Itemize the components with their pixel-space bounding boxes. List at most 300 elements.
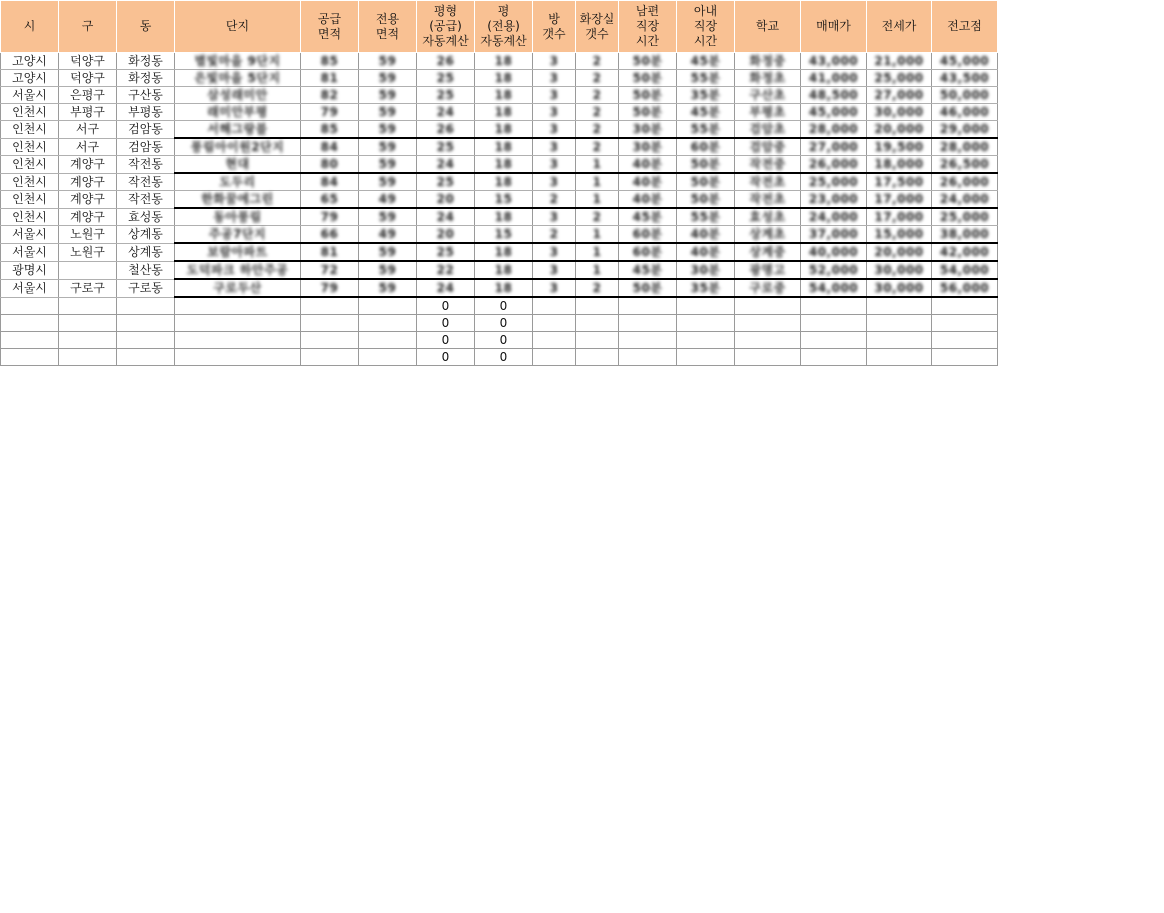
cell-high-point[interactable]: 25,000 xyxy=(932,208,998,226)
cell-husband-commute[interactable]: 50분 xyxy=(619,70,677,87)
cell-school[interactable]: 상계중 xyxy=(735,243,801,261)
cell-high-point[interactable]: 46,000 xyxy=(932,104,998,121)
cell-pyeong-supply[interactable]: 24 xyxy=(417,208,475,226)
cell-jeonse-price[interactable] xyxy=(867,315,932,332)
cell-wife-commute[interactable] xyxy=(677,349,735,366)
cell-exclusive-area[interactable]: 59 xyxy=(359,173,417,191)
column-header-bathrooms[interactable]: 화장실 갯수 xyxy=(576,1,619,53)
cell-si[interactable]: 인천시 xyxy=(1,156,59,174)
cell-high-point[interactable]: 26,500 xyxy=(932,156,998,174)
cell-pyeong-exclusive[interactable]: 18 xyxy=(475,156,533,174)
cell-pyeong-supply[interactable]: 22 xyxy=(417,261,475,279)
cell-high-point[interactable]: 50,000 xyxy=(932,87,998,104)
cell-dong[interactable]: 화정동 xyxy=(117,53,175,70)
cell-supply-area[interactable] xyxy=(301,315,359,332)
column-header-si[interactable]: 시 xyxy=(1,1,59,53)
cell-jeonse-price[interactable]: 15,000 xyxy=(867,226,932,244)
cell-high-point[interactable] xyxy=(932,315,998,332)
cell-sale-price[interactable]: 52,000 xyxy=(801,261,867,279)
cell-dong[interactable]: 작전동 xyxy=(117,173,175,191)
cell-rooms[interactable] xyxy=(533,315,576,332)
cell-gu[interactable]: 은평구 xyxy=(59,87,117,104)
cell-gu[interactable]: 노원구 xyxy=(59,243,117,261)
cell-jeonse-price[interactable] xyxy=(867,297,932,315)
cell-pyeong-exclusive[interactable]: 18 xyxy=(475,53,533,70)
cell-exclusive-area[interactable]: 59 xyxy=(359,121,417,139)
cell-pyeong-supply[interactable]: 25 xyxy=(417,173,475,191)
cell-exclusive-area[interactable]: 59 xyxy=(359,156,417,174)
cell-gu[interactable]: 계양구 xyxy=(59,208,117,226)
cell-supply-area[interactable]: 85 xyxy=(301,53,359,70)
cell-pyeong-supply[interactable]: 25 xyxy=(417,243,475,261)
column-header-gu[interactable]: 구 xyxy=(59,1,117,53)
cell-supply-area[interactable]: 82 xyxy=(301,87,359,104)
cell-school[interactable] xyxy=(735,315,801,332)
cell-rooms[interactable]: 2 xyxy=(533,191,576,209)
cell-sale-price[interactable]: 45,000 xyxy=(801,104,867,121)
cell-wife-commute[interactable]: 50분 xyxy=(677,173,735,191)
cell-rooms[interactable]: 2 xyxy=(533,226,576,244)
cell-dong[interactable]: 효성동 xyxy=(117,208,175,226)
cell-supply-area[interactable] xyxy=(301,349,359,366)
cell-high-point[interactable]: 43,500 xyxy=(932,70,998,87)
cell-dong[interactable]: 부평동 xyxy=(117,104,175,121)
cell-pyeong-supply[interactable]: 25 xyxy=(417,70,475,87)
cell-wife-commute[interactable]: 40분 xyxy=(677,226,735,244)
cell-wife-commute[interactable]: 45분 xyxy=(677,104,735,121)
column-header-exclusive-area[interactable]: 전용 면적 xyxy=(359,1,417,53)
cell-jeonse-price[interactable]: 19,500 xyxy=(867,138,932,156)
cell-husband-commute[interactable]: 60분 xyxy=(619,226,677,244)
cell-husband-commute[interactable] xyxy=(619,332,677,349)
cell-jeonse-price[interactable]: 17,000 xyxy=(867,208,932,226)
cell-gu[interactable]: 구로구 xyxy=(59,279,117,297)
cell-school[interactable] xyxy=(735,297,801,315)
cell-gu[interactable]: 덕양구 xyxy=(59,53,117,70)
cell-sale-price[interactable]: 43,000 xyxy=(801,53,867,70)
cell-pyeong-exclusive[interactable]: 18 xyxy=(475,138,533,156)
column-header-pyeong-supply[interactable]: 평형 (공급) 자동계산 xyxy=(417,1,475,53)
cell-sale-price[interactable]: 23,000 xyxy=(801,191,867,209)
cell-dong[interactable]: 화정동 xyxy=(117,70,175,87)
cell-gu[interactable]: 서구 xyxy=(59,121,117,139)
column-header-jeonse-price[interactable]: 전세가 xyxy=(867,1,932,53)
cell-danji[interactable]: 주공7단지 xyxy=(175,226,301,244)
cell-rooms[interactable]: 3 xyxy=(533,104,576,121)
cell-school[interactable] xyxy=(735,349,801,366)
cell-pyeong-exclusive[interactable]: 18 xyxy=(475,173,533,191)
cell-dong[interactable]: 상계동 xyxy=(117,243,175,261)
cell-si[interactable] xyxy=(1,349,59,366)
cell-rooms[interactable] xyxy=(533,297,576,315)
cell-gu[interactable]: 서구 xyxy=(59,138,117,156)
cell-school[interactable]: 부평초 xyxy=(735,104,801,121)
cell-husband-commute[interactable]: 40분 xyxy=(619,173,677,191)
cell-si[interactable] xyxy=(1,332,59,349)
cell-si[interactable]: 인천시 xyxy=(1,173,59,191)
cell-jeonse-price[interactable]: 20,000 xyxy=(867,121,932,139)
cell-high-point[interactable]: 45,000 xyxy=(932,53,998,70)
cell-pyeong-exclusive[interactable]: 18 xyxy=(475,104,533,121)
cell-si[interactable]: 서울시 xyxy=(1,243,59,261)
cell-pyeong-supply[interactable]: 26 xyxy=(417,121,475,139)
cell-exclusive-area[interactable]: 59 xyxy=(359,208,417,226)
cell-supply-area[interactable]: 79 xyxy=(301,279,359,297)
cell-school[interactable]: 구산초 xyxy=(735,87,801,104)
cell-school[interactable]: 작전중 xyxy=(735,156,801,174)
cell-high-point[interactable]: 24,000 xyxy=(932,191,998,209)
cell-supply-area[interactable]: 80 xyxy=(301,156,359,174)
cell-supply-area[interactable]: 85 xyxy=(301,121,359,139)
cell-sale-price[interactable] xyxy=(801,297,867,315)
cell-dong[interactable]: 검암동 xyxy=(117,138,175,156)
cell-school[interactable]: 검암초 xyxy=(735,121,801,139)
cell-gu[interactable] xyxy=(59,332,117,349)
cell-pyeong-exclusive[interactable]: 18 xyxy=(475,70,533,87)
cell-sale-price[interactable]: 48,500 xyxy=(801,87,867,104)
cell-school[interactable]: 작전초 xyxy=(735,191,801,209)
column-header-wife-commute[interactable]: 아내 직장 시간 xyxy=(677,1,735,53)
cell-si[interactable]: 인천시 xyxy=(1,191,59,209)
cell-bathrooms[interactable]: 1 xyxy=(576,173,619,191)
cell-pyeong-exclusive[interactable]: 0 xyxy=(475,297,533,315)
cell-dong[interactable] xyxy=(117,297,175,315)
column-header-dong[interactable]: 동 xyxy=(117,1,175,53)
cell-husband-commute[interactable]: 60분 xyxy=(619,243,677,261)
cell-pyeong-exclusive[interactable]: 18 xyxy=(475,208,533,226)
cell-bathrooms[interactable] xyxy=(576,315,619,332)
cell-pyeong-exclusive[interactable]: 15 xyxy=(475,191,533,209)
cell-sale-price[interactable]: 40,000 xyxy=(801,243,867,261)
cell-pyeong-exclusive[interactable]: 18 xyxy=(475,87,533,104)
cell-gu[interactable]: 부평구 xyxy=(59,104,117,121)
cell-husband-commute[interactable]: 50분 xyxy=(619,104,677,121)
cell-wife-commute[interactable]: 35분 xyxy=(677,87,735,104)
cell-exclusive-area[interactable]: 59 xyxy=(359,243,417,261)
cell-bathrooms[interactable]: 2 xyxy=(576,53,619,70)
cell-wife-commute[interactable]: 60분 xyxy=(677,138,735,156)
cell-husband-commute[interactable]: 45분 xyxy=(619,208,677,226)
cell-husband-commute[interactable]: 50분 xyxy=(619,87,677,104)
cell-supply-area[interactable]: 84 xyxy=(301,173,359,191)
cell-school[interactable]: 검암중 xyxy=(735,138,801,156)
cell-supply-area[interactable]: 81 xyxy=(301,243,359,261)
cell-dong[interactable] xyxy=(117,315,175,332)
cell-pyeong-exclusive[interactable]: 0 xyxy=(475,315,533,332)
cell-husband-commute[interactable] xyxy=(619,315,677,332)
cell-danji[interactable]: 보람아파트 xyxy=(175,243,301,261)
cell-jeonse-price[interactable]: 25,000 xyxy=(867,70,932,87)
cell-dong[interactable]: 철산동 xyxy=(117,261,175,279)
cell-exclusive-area[interactable]: 59 xyxy=(359,138,417,156)
cell-supply-area[interactable]: 79 xyxy=(301,104,359,121)
column-header-husband-commute[interactable]: 남편 직장 시간 xyxy=(619,1,677,53)
cell-rooms[interactable]: 3 xyxy=(533,121,576,139)
cell-husband-commute[interactable]: 40분 xyxy=(619,156,677,174)
cell-dong[interactable]: 구로동 xyxy=(117,279,175,297)
cell-jeonse-price[interactable]: 30,000 xyxy=(867,261,932,279)
cell-pyeong-exclusive[interactable]: 15 xyxy=(475,226,533,244)
cell-pyeong-supply[interactable]: 20 xyxy=(417,191,475,209)
cell-pyeong-supply[interactable]: 24 xyxy=(417,104,475,121)
cell-danji[interactable]: 풍림아이원2단지 xyxy=(175,138,301,156)
cell-wife-commute[interactable]: 55분 xyxy=(677,70,735,87)
cell-danji[interactable] xyxy=(175,349,301,366)
cell-bathrooms[interactable] xyxy=(576,297,619,315)
cell-rooms[interactable]: 3 xyxy=(533,279,576,297)
cell-jeonse-price[interactable]: 30,000 xyxy=(867,104,932,121)
cell-sale-price[interactable]: 54,000 xyxy=(801,279,867,297)
cell-school[interactable]: 화정중 xyxy=(735,53,801,70)
cell-bathrooms[interactable]: 2 xyxy=(576,87,619,104)
column-header-sale-price[interactable]: 매매가 xyxy=(801,1,867,53)
cell-supply-area[interactable] xyxy=(301,297,359,315)
cell-pyeong-supply[interactable]: 0 xyxy=(417,315,475,332)
cell-exclusive-area[interactable] xyxy=(359,315,417,332)
cell-dong[interactable] xyxy=(117,349,175,366)
cell-si[interactable]: 인천시 xyxy=(1,104,59,121)
column-header-supply-area[interactable]: 공급 면적 xyxy=(301,1,359,53)
cell-dong[interactable]: 작전동 xyxy=(117,191,175,209)
cell-jeonse-price[interactable]: 17,000 xyxy=(867,191,932,209)
cell-school[interactable]: 구로중 xyxy=(735,279,801,297)
cell-high-point[interactable]: 26,000 xyxy=(932,173,998,191)
cell-rooms[interactable]: 3 xyxy=(533,261,576,279)
cell-wife-commute[interactable]: 40분 xyxy=(677,243,735,261)
cell-si[interactable]: 고양시 xyxy=(1,70,59,87)
cell-pyeong-supply[interactable]: 26 xyxy=(417,53,475,70)
cell-sale-price[interactable]: 25,000 xyxy=(801,173,867,191)
cell-rooms[interactable]: 3 xyxy=(533,87,576,104)
cell-exclusive-area[interactable]: 59 xyxy=(359,53,417,70)
cell-danji[interactable]: 도덕파크 하안주공 xyxy=(175,261,301,279)
cell-pyeong-supply[interactable]: 24 xyxy=(417,279,475,297)
cell-bathrooms[interactable]: 1 xyxy=(576,243,619,261)
cell-danji[interactable]: 은빛마을 5단지 xyxy=(175,70,301,87)
cell-wife-commute[interactable] xyxy=(677,315,735,332)
cell-husband-commute[interactable]: 30분 xyxy=(619,138,677,156)
cell-high-point[interactable] xyxy=(932,297,998,315)
cell-dong[interactable]: 구산동 xyxy=(117,87,175,104)
cell-danji[interactable]: 현대 xyxy=(175,156,301,174)
cell-jeonse-price[interactable]: 27,000 xyxy=(867,87,932,104)
cell-exclusive-area[interactable]: 59 xyxy=(359,87,417,104)
cell-school[interactable]: 광명고 xyxy=(735,261,801,279)
cell-si[interactable]: 인천시 xyxy=(1,138,59,156)
column-header-pyeong-exclusive[interactable]: 평 (전용) 자동계산 xyxy=(475,1,533,53)
cell-supply-area[interactable]: 79 xyxy=(301,208,359,226)
cell-bathrooms[interactable]: 2 xyxy=(576,279,619,297)
cell-pyeong-supply[interactable]: 0 xyxy=(417,349,475,366)
cell-danji[interactable] xyxy=(175,332,301,349)
cell-danji[interactable]: 삼성래미안 xyxy=(175,87,301,104)
cell-rooms[interactable]: 3 xyxy=(533,156,576,174)
cell-sale-price[interactable]: 41,000 xyxy=(801,70,867,87)
cell-jeonse-price[interactable]: 20,000 xyxy=(867,243,932,261)
cell-pyeong-supply[interactable]: 20 xyxy=(417,226,475,244)
cell-danji[interactable]: 구로두산 xyxy=(175,279,301,297)
cell-pyeong-supply[interactable]: 25 xyxy=(417,87,475,104)
cell-high-point[interactable]: 56,000 xyxy=(932,279,998,297)
cell-pyeong-supply[interactable]: 0 xyxy=(417,297,475,315)
cell-sale-price[interactable]: 26,000 xyxy=(801,156,867,174)
cell-bathrooms[interactable]: 1 xyxy=(576,156,619,174)
cell-pyeong-supply[interactable]: 24 xyxy=(417,156,475,174)
cell-gu[interactable] xyxy=(59,261,117,279)
cell-high-point[interactable]: 54,000 xyxy=(932,261,998,279)
cell-school[interactable]: 상계초 xyxy=(735,226,801,244)
cell-rooms[interactable]: 3 xyxy=(533,53,576,70)
cell-exclusive-area[interactable]: 59 xyxy=(359,70,417,87)
cell-school[interactable]: 화정초 xyxy=(735,70,801,87)
cell-si[interactable]: 서울시 xyxy=(1,87,59,104)
cell-si[interactable]: 고양시 xyxy=(1,53,59,70)
cell-wife-commute[interactable]: 35분 xyxy=(677,279,735,297)
cell-wife-commute[interactable]: 50분 xyxy=(677,156,735,174)
cell-danji[interactable] xyxy=(175,315,301,332)
cell-si[interactable] xyxy=(1,315,59,332)
cell-high-point[interactable]: 38,000 xyxy=(932,226,998,244)
cell-gu[interactable]: 계양구 xyxy=(59,191,117,209)
cell-high-point[interactable]: 28,000 xyxy=(932,138,998,156)
column-header-rooms[interactable]: 방 갯수 xyxy=(533,1,576,53)
cell-school[interactable]: 효성초 xyxy=(735,208,801,226)
cell-wife-commute[interactable]: 55분 xyxy=(677,208,735,226)
cell-high-point[interactable] xyxy=(932,332,998,349)
cell-pyeong-exclusive[interactable]: 0 xyxy=(475,332,533,349)
cell-husband-commute[interactable]: 50분 xyxy=(619,53,677,70)
cell-husband-commute[interactable]: 40분 xyxy=(619,191,677,209)
cell-exclusive-area[interactable]: 49 xyxy=(359,226,417,244)
cell-high-point[interactable]: 42,000 xyxy=(932,243,998,261)
cell-si[interactable] xyxy=(1,297,59,315)
cell-wife-commute[interactable]: 50분 xyxy=(677,191,735,209)
cell-rooms[interactable]: 3 xyxy=(533,173,576,191)
cell-husband-commute[interactable]: 30분 xyxy=(619,121,677,139)
cell-sale-price[interactable]: 27,000 xyxy=(801,138,867,156)
cell-husband-commute[interactable]: 50분 xyxy=(619,279,677,297)
cell-jeonse-price[interactable]: 17,500 xyxy=(867,173,932,191)
cell-danji[interactable]: 별빛마을 9단지 xyxy=(175,53,301,70)
cell-bathrooms[interactable]: 2 xyxy=(576,70,619,87)
cell-supply-area[interactable]: 81 xyxy=(301,70,359,87)
cell-bathrooms[interactable]: 2 xyxy=(576,121,619,139)
cell-dong[interactable]: 작전동 xyxy=(117,156,175,174)
cell-pyeong-supply[interactable]: 0 xyxy=(417,332,475,349)
cell-wife-commute[interactable]: 45분 xyxy=(677,53,735,70)
column-header-high-point[interactable]: 전고점 xyxy=(932,1,998,53)
cell-jeonse-price[interactable]: 21,000 xyxy=(867,53,932,70)
cell-bathrooms[interactable] xyxy=(576,349,619,366)
cell-bathrooms[interactable] xyxy=(576,332,619,349)
cell-dong[interactable]: 상계동 xyxy=(117,226,175,244)
cell-rooms[interactable] xyxy=(533,332,576,349)
cell-bathrooms[interactable]: 2 xyxy=(576,208,619,226)
cell-rooms[interactable] xyxy=(533,349,576,366)
column-header-danji[interactable]: 단지 xyxy=(175,1,301,53)
cell-si[interactable]: 서울시 xyxy=(1,226,59,244)
cell-husband-commute[interactable] xyxy=(619,349,677,366)
cell-pyeong-exclusive[interactable]: 18 xyxy=(475,121,533,139)
cell-exclusive-area[interactable] xyxy=(359,349,417,366)
cell-sale-price[interactable] xyxy=(801,332,867,349)
cell-supply-area[interactable]: 65 xyxy=(301,191,359,209)
cell-bathrooms[interactable]: 1 xyxy=(576,226,619,244)
cell-danji[interactable]: 서해그랑블 xyxy=(175,121,301,139)
cell-jeonse-price[interactable]: 30,000 xyxy=(867,279,932,297)
cell-danji[interactable]: 래미안부평 xyxy=(175,104,301,121)
cell-bathrooms[interactable]: 1 xyxy=(576,261,619,279)
cell-exclusive-area[interactable]: 59 xyxy=(359,104,417,121)
cell-husband-commute[interactable] xyxy=(619,297,677,315)
cell-exclusive-area[interactable]: 59 xyxy=(359,279,417,297)
cell-sale-price[interactable] xyxy=(801,315,867,332)
cell-wife-commute[interactable] xyxy=(677,332,735,349)
cell-sale-price[interactable]: 28,000 xyxy=(801,121,867,139)
cell-rooms[interactable]: 3 xyxy=(533,70,576,87)
cell-exclusive-area[interactable]: 59 xyxy=(359,261,417,279)
cell-gu[interactable] xyxy=(59,349,117,366)
cell-si[interactable]: 인천시 xyxy=(1,208,59,226)
cell-pyeong-exclusive[interactable]: 18 xyxy=(475,279,533,297)
column-header-school[interactable]: 학교 xyxy=(735,1,801,53)
cell-danji[interactable]: 도두리 xyxy=(175,173,301,191)
cell-husband-commute[interactable]: 45분 xyxy=(619,261,677,279)
cell-school[interactable] xyxy=(735,332,801,349)
cell-bathrooms[interactable]: 2 xyxy=(576,104,619,121)
cell-gu[interactable]: 계양구 xyxy=(59,156,117,174)
cell-supply-area[interactable] xyxy=(301,332,359,349)
cell-sale-price[interactable] xyxy=(801,349,867,366)
cell-sale-price[interactable]: 37,000 xyxy=(801,226,867,244)
cell-wife-commute[interactable]: 30분 xyxy=(677,261,735,279)
cell-jeonse-price[interactable]: 18,000 xyxy=(867,156,932,174)
cell-wife-commute[interactable] xyxy=(677,297,735,315)
cell-rooms[interactable]: 3 xyxy=(533,243,576,261)
cell-dong[interactable] xyxy=(117,332,175,349)
cell-si[interactable]: 광명시 xyxy=(1,261,59,279)
cell-dong[interactable]: 검암동 xyxy=(117,121,175,139)
cell-gu[interactable] xyxy=(59,315,117,332)
cell-jeonse-price[interactable] xyxy=(867,332,932,349)
cell-si[interactable]: 인천시 xyxy=(1,121,59,139)
cell-danji[interactable]: 동아풍림 xyxy=(175,208,301,226)
cell-exclusive-area[interactable] xyxy=(359,297,417,315)
cell-rooms[interactable]: 3 xyxy=(533,208,576,226)
cell-danji[interactable] xyxy=(175,297,301,315)
cell-pyeong-exclusive[interactable]: 18 xyxy=(475,261,533,279)
cell-bathrooms[interactable]: 1 xyxy=(576,191,619,209)
cell-danji[interactable]: 한화꿈에그린 xyxy=(175,191,301,209)
cell-high-point[interactable]: 29,000 xyxy=(932,121,998,139)
cell-gu[interactable]: 노원구 xyxy=(59,226,117,244)
cell-gu[interactable]: 덕양구 xyxy=(59,70,117,87)
cell-gu[interactable]: 계양구 xyxy=(59,173,117,191)
cell-school[interactable]: 작전초 xyxy=(735,173,801,191)
cell-exclusive-area[interactable] xyxy=(359,332,417,349)
cell-bathrooms[interactable]: 2 xyxy=(576,138,619,156)
cell-wife-commute[interactable]: 55분 xyxy=(677,121,735,139)
cell-supply-area[interactable]: 66 xyxy=(301,226,359,244)
cell-gu[interactable] xyxy=(59,297,117,315)
cell-jeonse-price[interactable] xyxy=(867,349,932,366)
cell-si[interactable]: 서울시 xyxy=(1,279,59,297)
cell-pyeong-exclusive[interactable]: 18 xyxy=(475,243,533,261)
cell-rooms[interactable]: 3 xyxy=(533,138,576,156)
cell-sale-price[interactable]: 24,000 xyxy=(801,208,867,226)
cell-exclusive-area[interactable]: 49 xyxy=(359,191,417,209)
cell-pyeong-exclusive[interactable]: 0 xyxy=(475,349,533,366)
